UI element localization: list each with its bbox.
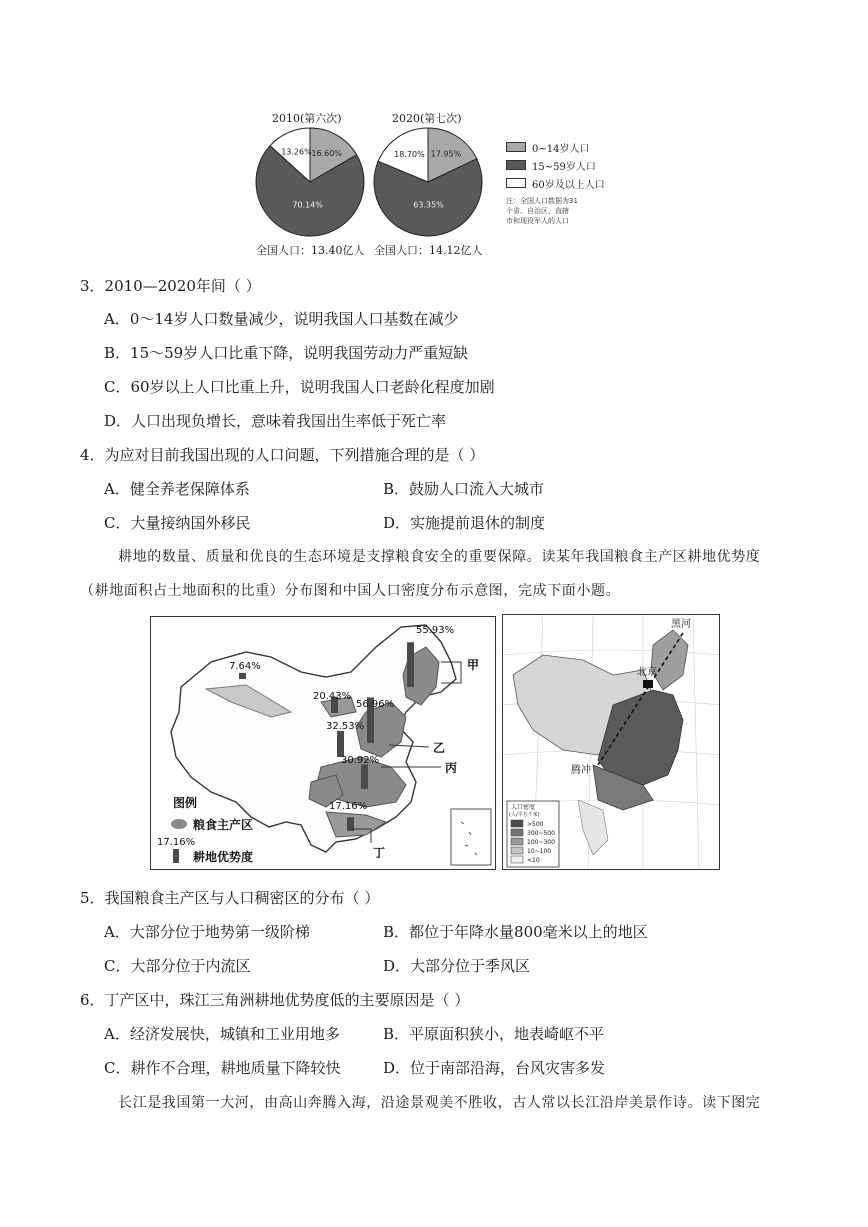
coverage-bar-xinjiang xyxy=(239,673,246,679)
coverage-bar-jia xyxy=(407,642,414,687)
density-legend-label: 10~100 xyxy=(527,848,552,855)
grain-area-map xyxy=(150,616,496,870)
pie-2020-slice-label-1: 63.35% xyxy=(413,200,444,210)
place-label-tengchong: 腾冲 xyxy=(571,765,591,776)
region-label-bing: 丙 xyxy=(445,761,458,775)
density-legend-swatch xyxy=(511,820,523,827)
question-4-stem: 4．为应对目前我国出现的人口问题，下列措施合理的是（ ） xyxy=(80,446,485,464)
legend-coverage-swatch xyxy=(173,849,179,863)
question-3-option-d: D．人口出现负增长，意味着我国出生率低于死亡率 xyxy=(104,412,447,430)
pie-2020-total: 全国人口：14.12亿人 xyxy=(374,244,483,257)
legend-swatch xyxy=(506,142,526,152)
question-5-stem: 5．我国粮食主产区与人口稠密区的分布（ ） xyxy=(80,889,380,907)
region-label-ding: 丁 xyxy=(373,846,386,860)
legend-note-line: 市和现役军人的人口 xyxy=(506,217,569,225)
coverage-label-bing: 30.92% xyxy=(341,755,380,766)
question-3-option-c: C．60岁以上人口比重上升，说明我国人口老龄化程度加剧 xyxy=(104,378,495,396)
density-legend-label: <10 xyxy=(527,857,540,864)
pie-2010-slice-label-2: 13.26% xyxy=(281,147,312,157)
coverage-bar-bing xyxy=(361,764,368,789)
question-6-stem: 6．丁产区中，珠江三角洲耕地优势度低的主要原因是（ ） xyxy=(80,991,470,1009)
question-4-option-d: D．实施提前退休的制度 xyxy=(383,514,546,532)
density-legend-unit: (人/平方千米) xyxy=(509,812,540,818)
legend-grain-area-swatch xyxy=(171,819,187,829)
southeast-asia-land xyxy=(578,800,608,855)
density-legend-swatch xyxy=(511,856,523,863)
coverage-label-yi: 56.96% xyxy=(356,699,395,710)
question-6-option-a: A．经济发展快，城镇和工业用地多 xyxy=(104,1025,340,1043)
question-3-stem: 3．2010—2020年间（ ） xyxy=(80,277,261,295)
legend-item xyxy=(506,156,631,174)
density-legend-swatch xyxy=(511,838,523,845)
question-4-option-a: A．健全养老保障体系 xyxy=(104,480,250,498)
pie-chart-2020 xyxy=(372,126,484,238)
place-label-beijing: 北京 xyxy=(637,667,657,678)
coverage-bar-fenwei xyxy=(337,731,344,757)
question-6-option-c: C．耕作不合理，耕地质量下降较快 xyxy=(104,1059,341,1077)
population-age-pie-figure xyxy=(250,108,630,260)
legend-item xyxy=(506,138,631,156)
legend-note-line: 个省、自治区、直辖 xyxy=(506,207,569,215)
question-4-option-b: B．鼓励人口流入大城市 xyxy=(383,480,545,498)
grain-area-map-drawing xyxy=(151,617,496,870)
pie-2010-slice-label-0: 16.60% xyxy=(311,148,342,158)
question-6-option-b: B．平原面积狭小，地表崎岖不平 xyxy=(383,1025,605,1043)
legend-label: 60岁及以上人口 xyxy=(532,179,605,191)
question-3-option-a: A．0～14岁人口数量减少，说明我国人口基数在减少 xyxy=(104,310,459,328)
coverage-label-jia: 55.93% xyxy=(416,625,455,636)
coverage-label-fenwei: 32.53% xyxy=(326,721,365,732)
question-5-option-c: C．大部分位于内流区 xyxy=(104,957,251,975)
density-legend-swatch xyxy=(511,829,523,836)
pie-chart-2010 xyxy=(254,126,366,238)
legend-item xyxy=(506,174,631,192)
region-label-jia: 甲 xyxy=(467,658,480,672)
map-left-legend-title: 图例 xyxy=(173,796,198,810)
region-label-yi: 乙 xyxy=(433,741,446,755)
passage-2-line-1: 长江是我国第一大河，由高山奔腾入海，沿途景观美不胜收，古人常以长江沿岸美景作诗。读下图完 xyxy=(118,1095,761,1111)
pie-2010-slice-label-1: 70.14% xyxy=(292,200,323,210)
density-zone-northeast xyxy=(651,630,688,690)
legend-grain-area-label: 粮食主产区 xyxy=(193,818,254,832)
question-3-option-b: B．15～59岁人口比重下降，说明我国劳动力严重短缺 xyxy=(104,344,469,362)
pie-2020-title: 2020(第七次) xyxy=(392,112,462,125)
coverage-label-ding: 17.16% xyxy=(329,801,368,812)
question-6-option-d: D．位于南部沿海，台风灾害多发 xyxy=(383,1059,606,1077)
pie-2010-total: 全国人口：13.40亿人 xyxy=(256,244,365,257)
coverage-label-hetao: 20.43% xyxy=(313,691,352,702)
question-5-option-b: B．都位于年降水量800毫米以上的地区 xyxy=(383,923,648,941)
passage-1-line-2: （耕地面积占土地面积的比重）分布图和中国人口密度分布示意图，完成下面小题。 xyxy=(80,583,621,599)
legend-note xyxy=(506,196,616,226)
legend-label: 15~59岁人口 xyxy=(532,161,596,173)
density-legend-swatch xyxy=(511,847,523,854)
legend-swatch xyxy=(506,178,526,188)
legend-sample-value: 17.16% xyxy=(157,837,196,848)
question-5-option-d: D．大部分位于季风区 xyxy=(383,957,531,975)
place-label-heihe: 黑河 xyxy=(671,619,691,630)
pie-2010-title: 2010(第六次) xyxy=(272,112,342,125)
legend-note-line: 注：全国人口数据为31 xyxy=(506,197,578,205)
legend-swatch xyxy=(506,160,526,170)
pie-2020-slice-label-2: 18.70% xyxy=(394,150,425,160)
beijing-marker xyxy=(643,680,653,688)
legend-coverage-label: 耕地优势度 xyxy=(193,850,254,864)
south-sea-inset xyxy=(451,809,491,865)
question-5-option-a: A．大部分位于地势第一级阶梯 xyxy=(104,923,310,941)
density-legend-label: >500 xyxy=(527,821,544,828)
population-density-map xyxy=(502,614,720,870)
coverage-label-xinjiang: 7.64% xyxy=(229,661,261,672)
legend-label: 0~14岁人口 xyxy=(532,143,590,155)
population-density-map-drawing xyxy=(503,615,720,870)
passage-1-line-1: 耕地的数量、质量和优良的生态环境是支撑粮食安全的重要保障。读某年我国粮食主产区耕地优势度 xyxy=(118,549,761,565)
question-4-option-c: C．大量接纳国外移民 xyxy=(104,514,251,532)
density-legend-title: 人口密度 xyxy=(511,804,536,811)
pie-2020-slice-label-0: 17.95% xyxy=(430,149,462,159)
density-legend-label: 300~500 xyxy=(527,830,555,837)
density-legend-label: 100~300 xyxy=(527,839,555,846)
pie-legend xyxy=(506,138,631,226)
